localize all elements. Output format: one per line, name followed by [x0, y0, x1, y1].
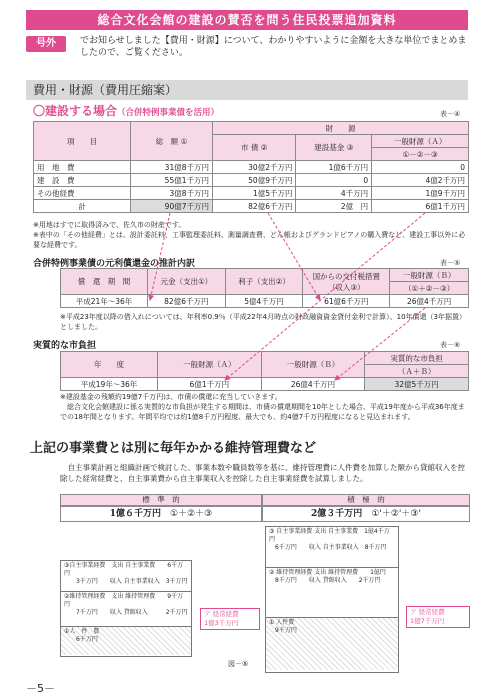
aggressive-regular-cost-tag: ア 経常経費 1億7千万円	[406, 606, 470, 628]
gogai-badge: 号外	[26, 36, 66, 52]
aggressive-self-business: ③ 自主事業経費 支出 自主事業費 1億4千万円 6千万円 収入 自主事業収入 8千万円	[269, 528, 390, 551]
arrow-line	[225, 213, 425, 380]
arrow-line	[335, 308, 425, 380]
standard-self-business: ③自主事業経費 支出 自主事業費 6千万円 3千万円 収入 自主事業収入 3千万円	[64, 562, 188, 585]
aggressive-personnel: ① 人件費 9千万円	[266, 617, 398, 670]
th-general: 一般財源（Ａ）	[372, 135, 469, 148]
table4-id: 表－④	[440, 110, 461, 118]
maintenance-heading: 上記の事業費とは別に毎年かかる維持管理費など	[30, 441, 317, 456]
notes-table5: ※平成23年度以降の借入れについては、年利率0.9％（平成22年4月時点の財政融資資金貸付金利で計算）、10年償還（3年据置）としました。	[60, 313, 466, 331]
figure-label: 図－⑤	[228, 660, 249, 668]
notes-table4: ※用地はすでに取得済みで、佐久市の財産です。 ※表中の「その他経費」とは、設計委託料、工事監理委託料、測量調査費、どん帳およびグランドピアノの購入費など、建設工事以外に必要な経費です。	[33, 221, 466, 249]
aggressive-maintenance: ② 維持管理経費 支出 維持管理費 1億円 8千万円 収入 貸館収入 2千万円	[266, 567, 398, 617]
burden-table: 年 度 一般財源（Ａ） 一般財源（Ｂ） 実質的な市負担 （Ａ＋Ｂ） 平成19年～36年 6億1千万円 26億4千万円 32億5千万円	[60, 351, 469, 391]
table6-title: 実質的な市負担	[33, 341, 97, 351]
aggressive-total: 2億３千万円 ①'＋②'＋③'	[262, 506, 470, 522]
title-banner: 総合文化会館の建設の賛否を問う住民投票追加資料	[26, 10, 468, 30]
table-row: 平成19年～36年 6億1千万円 26億4千万円 32億5千万円	[61, 378, 469, 391]
table-row-total: 計 90億7千万円 82億6千万円 2億 円 6億1千万円	[34, 200, 469, 213]
table-row: 建 設 費 55億1千万円 50億9千万円 0 4億2千万円	[34, 174, 469, 187]
table5-title: 合併特例事業債の元利償還金の推計内訳	[33, 259, 196, 269]
repayment-table: 償 還 期 間 元金（支出①） 利子（支出②） 国からの交付税措置（収入③） 一般財源（Ｂ） （①＋②－③） 平成21年～36年 82億6千万円 5億4千万円 61億6千万円 26億4千万円	[60, 268, 469, 308]
th-general2: ①－②－③	[372, 148, 469, 161]
table5-id: 表－⑤	[440, 259, 461, 267]
standard-maintenance: ②維持管理経費 支出 維持管理費 9千万円 7千万円 収入 貸館収入 2千万円	[61, 591, 191, 626]
table-row: その他経費 3億8千万円 1億5千万円 4千万円 1億9千万円	[34, 187, 469, 200]
aggressive-bar	[265, 526, 399, 673]
notes-table6: ※建設基金の残額約19億7千万円は、市債の償還に充当していきます。 総合文化会館建設に係る実質的な市負担が発生する期間は、市債の償還期間を10年とした場合、平成19年度から平成36年度までの18年間となります。年間平均では約1億8千万円程度、最大でも、約4億7千万円程度になると見込まれます。	[60, 393, 465, 421]
th-zaigen: 財 源	[213, 122, 469, 135]
standard-bar	[60, 560, 192, 657]
table-row: 平成21年～36年 82億6千万円 5億4千万円 61億6千万円 26億4千万円	[61, 295, 469, 308]
arrow-line	[268, 213, 320, 300]
aggressive-header: 積 極 的	[262, 494, 470, 506]
standard-personnel: ①人 件 費 6千万円	[61, 626, 191, 655]
table6-id: 表－⑥	[440, 341, 461, 349]
intro-text: でお知らせしました【費用・財源】について、わかりやすいように金額を大きな単位でまとめましたので、ご覧ください。	[80, 36, 467, 58]
table-row: 用 地 費 31億8千万円 30億2千万円 1億6千万円 0	[34, 161, 469, 174]
th-city: 市 債 ②	[213, 135, 296, 161]
standard-regular-cost-tag: ア 経常経費 1億3千万円	[200, 608, 260, 630]
th-item: 項 目	[34, 122, 131, 161]
arrow-line	[150, 213, 170, 300]
section-title: 費用・財源（費用圧縮案）	[33, 83, 178, 97]
th-total: 総 額 ①	[131, 122, 213, 161]
maintenance-paragraph: 自主事業計画と組織計画で検討した、事業本数や職員数等を基に、維持管理費に人件費を加算した額から貸館収入を控除した経常経費と、自主事業費から自主事業収入を控除した自主事業経費を試算しました。	[60, 463, 465, 483]
th-fund: 建設基金 ③	[296, 135, 372, 161]
case-subtitle: （合併特例事業債を活用）	[117, 108, 220, 118]
standard-header: 標 準 的	[60, 494, 262, 506]
case-title: 〇建設する場合	[33, 104, 118, 118]
page-number: －5－	[26, 682, 55, 695]
standard-total: 1億６千万円 ①＋②＋③	[60, 506, 262, 522]
